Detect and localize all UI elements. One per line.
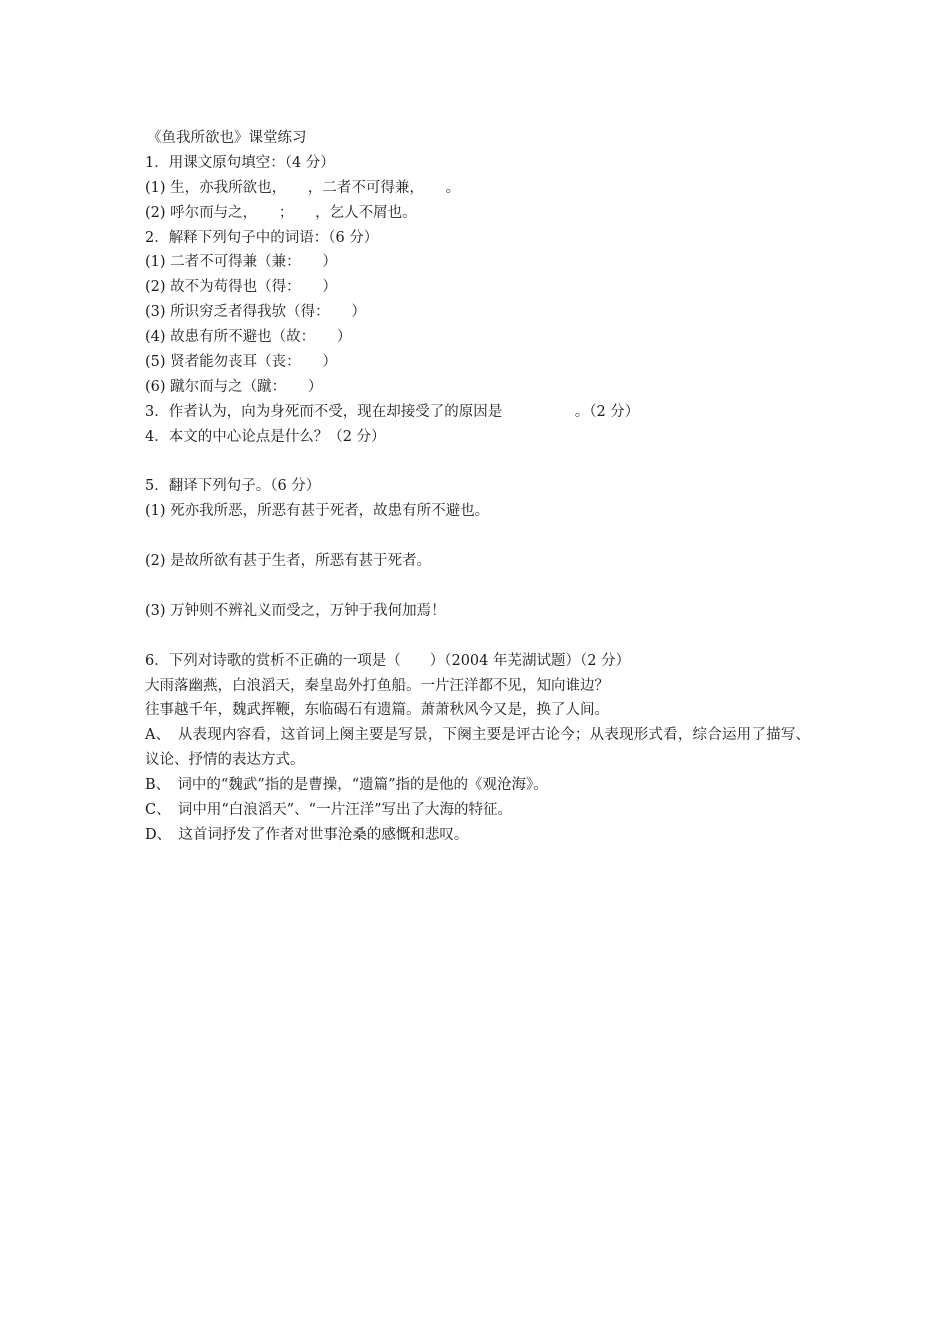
- question-2-heading: 2．解释下列句子中的词语：（6 分）: [145, 229, 379, 246]
- question-5-item-3: (3) 万钟则不辨礼义而受之，万钟于我何加焉！: [145, 602, 446, 619]
- answer-space: [145, 524, 810, 549]
- question-2-item-2: (2) 故不为苟得也（得： ）: [145, 279, 337, 296]
- option-d: D、 这首词抒发了作者对世事沧桑的感慨和悲叹。: [145, 826, 469, 843]
- answer-space: [145, 624, 810, 649]
- document-title: 《鱼我所欲也》课堂练习: [147, 130, 307, 146]
- question-5-item-1: (1) 死亦我所恶，所恶有甚于死者，故患有所不避也。: [145, 503, 490, 520]
- option-c: C、 词中用“白浪滔天”、“一片汪洋”写出了大海的特征。: [145, 802, 512, 819]
- question-1-item-2: (2) 呼尔而与之， ； ，乞人不屑也。: [145, 204, 417, 221]
- document-page: [145, 126, 810, 848]
- poem-line-1: 大雨落幽燕，白浪滔天，秦皇岛外打鱼船。一片汪洋都不见，知向谁边？: [145, 677, 609, 694]
- question-2-item-3: (3) 所识穷乏者得我欤（得： ）: [145, 304, 366, 321]
- answer-space: [145, 574, 810, 599]
- question-1-item-1: (1) 生，亦我所欲也， ，二者不可得兼， 。: [145, 179, 461, 196]
- option-a: A、 从表现内容看，这首词上阕主要是写景，下阕主要是评古论今；从表现形式看，综合运用了描写、议论、抒情的表达方式。: [145, 727, 810, 769]
- question-5-heading: 5．翻译下列句子。（6 分）: [145, 478, 321, 495]
- question-3: 3．作者认为，向为身死而不受，现在却接受了的原因是 。（2 分）: [145, 403, 640, 420]
- question-2-item-5: (5) 贤者能勿丧耳（丧： ）: [145, 354, 337, 371]
- question-2-item-4: (4) 故患有所不避也（故： ）: [145, 329, 352, 346]
- poem-line-2: 往事越千年，魏武挥鞭，东临碣石有遗篇。萧萧秋风今又是，换了人间。: [145, 702, 609, 719]
- question-5-item-2: (2) 是故所欲有甚于生者，所恶有甚于死者。: [145, 553, 432, 570]
- question-2-item-1: (1) 二者不可得兼（兼： ）: [145, 254, 337, 271]
- question-2-item-6: (6) 蹴尔而与之（蹴： ）: [145, 378, 323, 395]
- option-b: B、 词中的“魏武”指的是曹操，“遗篇”指的是他的《观沧海》。: [145, 777, 548, 794]
- question-6-heading: 6．下列对诗歌的赏析不正确的一项是（ ）（2004 年芜湖试题）（2 分）: [145, 652, 631, 669]
- question-1-heading: 1．用课文原句填空：（4 分）: [145, 154, 335, 171]
- question-4: 4．本文的中心论点是什么？（2 分）: [145, 428, 386, 445]
- answer-space: [145, 450, 810, 475]
